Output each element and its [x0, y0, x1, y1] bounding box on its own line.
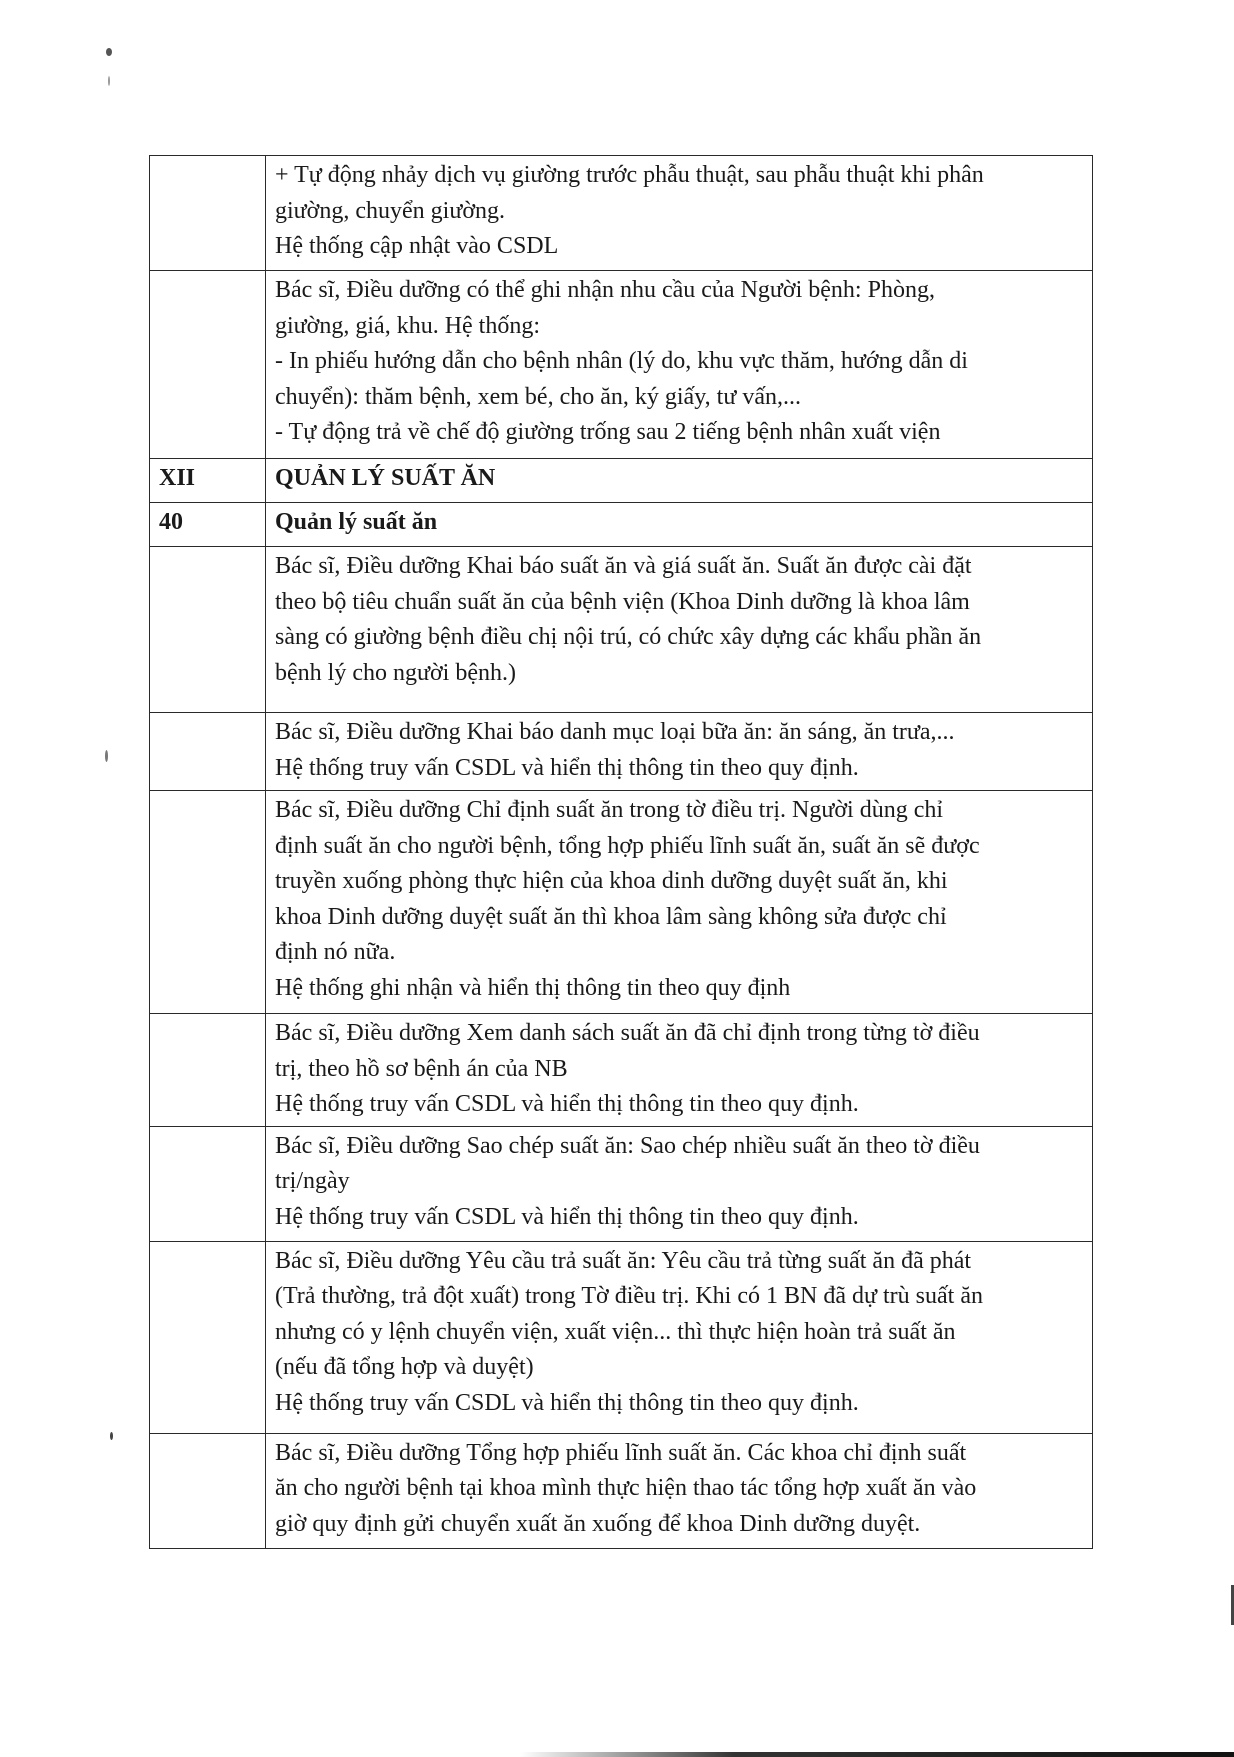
text-line: - In phiếu hướng dẫn cho bệnh nhân (lý do, khu vực thăm, hướng dẫn di: [275, 348, 968, 374]
row-number-cell: [150, 713, 266, 791]
row-number-cell: [150, 547, 266, 713]
requirements-table: [149, 155, 1093, 1549]
row-number-cell: 40: [150, 503, 266, 547]
text-line: (Trả thường, trả đột xuất) trong Tờ điều trị. Khi có 1 BN đã dự trù suất ăn: [275, 1283, 983, 1309]
text-line: Hệ thống truy vấn CSDL và hiển thị thông tin theo quy định.: [275, 1203, 859, 1230]
text-line: truyền xuống phòng thực hiện của khoa dinh dưỡng duyệt suất ăn, khi: [275, 868, 948, 894]
text-line: ăn cho người bệnh tại khoa mình thực hiện thao tác tổng hợp xuất ăn vào: [275, 1475, 977, 1501]
table-row: [150, 1433, 1093, 1548]
section-title-cell: [266, 459, 1093, 503]
description-cell: [266, 713, 1093, 791]
row-number-cell: [150, 791, 266, 1014]
row-number-cell: [150, 1433, 266, 1548]
section-row: [150, 459, 1093, 503]
text-line: (nếu đã tổng hợp và duyệt): [275, 1354, 534, 1380]
text-line: Bác sĩ, Điều dưỡng Khai báo suất ăn và giá suất ăn. Suất ăn được cài đặt: [275, 553, 972, 579]
scan-speck: [108, 76, 110, 86]
text-line: trị, theo hồ sơ bệnh án của NB: [275, 1055, 568, 1082]
row-number-cell: [150, 1241, 266, 1433]
text-line: Bác sĩ, Điều dưỡng Khai báo danh mục loại bữa ăn: ăn sáng, ăn trưa,...: [275, 719, 955, 745]
description-cell: [266, 547, 1093, 713]
table-row: [150, 1241, 1093, 1433]
text-line: Bác sĩ, Điều dưỡng Tổng hợp phiếu lĩnh suất ăn. Các khoa chỉ định suất: [275, 1439, 967, 1466]
text-line: giờ quy định gửi chuyển xuất ăn xuống để khoa Dinh dưỡng duyệt.: [275, 1510, 921, 1537]
description-cell: [266, 1433, 1093, 1548]
text-line: giường, giá, khu. Hệ thống:: [275, 312, 541, 339]
description-cell: [266, 1241, 1093, 1433]
text-line: chuyển): thăm bệnh, xem bé, cho ăn, ký giấy, tư vấn,...: [275, 383, 801, 410]
text-line: Bác sĩ, Điều dưỡng Chỉ định suất ăn trong tờ điều trị. Người dùng chỉ: [275, 797, 944, 823]
table-row: [150, 547, 1093, 713]
scan-speck: [110, 1432, 113, 1440]
text-line: + Tự động nhảy dịch vụ giường trước phẫu thuật, sau phẫu thuật khi phân: [275, 162, 984, 188]
text-line: Hệ thống truy vấn CSDL và hiển thị thông tin theo quy định.: [275, 754, 859, 781]
text-line: theo bộ tiêu chuẩn suất ăn của bệnh viện (Khoa Dinh dưỡng là khoa lâm: [275, 588, 970, 615]
text-line: trị/ngày: [275, 1168, 350, 1194]
scan-speck: [105, 750, 108, 762]
section-row: [150, 503, 1093, 547]
row-number-cell: [150, 1014, 266, 1127]
text-line: khoa Dinh dưỡng duyệt suất ăn thì khoa lâm sàng không sửa được chỉ: [275, 903, 947, 930]
text-line: bệnh lý cho người bệnh.): [275, 659, 516, 686]
row-number-cell: [150, 271, 266, 459]
section-title-cell: [266, 503, 1093, 547]
text-line: Hệ thống cập nhật vào CSDL: [275, 233, 559, 259]
text-line: giường, chuyển giường.: [275, 197, 506, 224]
text-line: Hệ thống truy vấn CSDL và hiển thị thông tin theo quy định.: [275, 1389, 859, 1416]
text-line: Bác sĩ, Điều dưỡng có thể ghi nhận nhu cầu của Người bệnh: Phòng,: [275, 277, 935, 303]
text-line: định nó nữa.: [275, 939, 396, 965]
text-line: sàng có giường bệnh điều chị nội trú, có chức xây dựng các khẩu phần ăn: [275, 624, 982, 650]
description-cell: [266, 156, 1093, 271]
description-cell: [266, 1014, 1093, 1127]
description-cell: [266, 1126, 1093, 1241]
text-line: Bác sĩ, Điều dưỡng Yêu cầu trả suất ăn: Yêu cầu trả từng suất ăn đã phát: [275, 1247, 972, 1274]
table-row: [150, 156, 1093, 271]
text-line: Bác sĩ, Điều dưỡng Xem danh sách suất ăn đã chỉ định trong từng tờ điều: [275, 1020, 980, 1046]
text-line: định suất ăn cho người bệnh, tổng hợp phiếu lĩnh suất ăn, suất ăn sẽ được: [275, 832, 980, 859]
table-row: [150, 713, 1093, 791]
scan-edge-bottom: [520, 1752, 1234, 1757]
table-row: [150, 271, 1093, 459]
description-cell: [266, 271, 1093, 459]
row-number-cell: XII: [150, 459, 266, 503]
description-cell: [266, 791, 1093, 1014]
text-line: - Tự động trả về chế độ giường trống sau 2 tiếng bệnh nhân xuất viện: [275, 419, 941, 445]
text-line: Quản lý suất ăn: [275, 509, 438, 535]
row-number-cell: [150, 156, 266, 271]
text-line: QUẢN LÝ SUẤT ĂN: [275, 465, 496, 491]
table-row: [150, 1014, 1093, 1127]
text-line: Bác sĩ, Điều dưỡng Sao chép suất ăn: Sao chép nhiều suất ăn theo tờ điều: [275, 1132, 980, 1159]
scan-speck: [106, 48, 112, 56]
text-line: Hệ thống ghi nhận và hiển thị thông tin theo quy định: [275, 974, 791, 1001]
table-row: [150, 1126, 1093, 1241]
table-row: [150, 791, 1093, 1014]
text-line: Hệ thống truy vấn CSDL và hiển thị thông tin theo quy định.: [275, 1091, 859, 1117]
text-line: nhưng có y lệnh chuyển viện, xuất viện... thì thực hiện hoàn trả suất ăn: [275, 1318, 956, 1345]
row-number-cell: [150, 1126, 266, 1241]
